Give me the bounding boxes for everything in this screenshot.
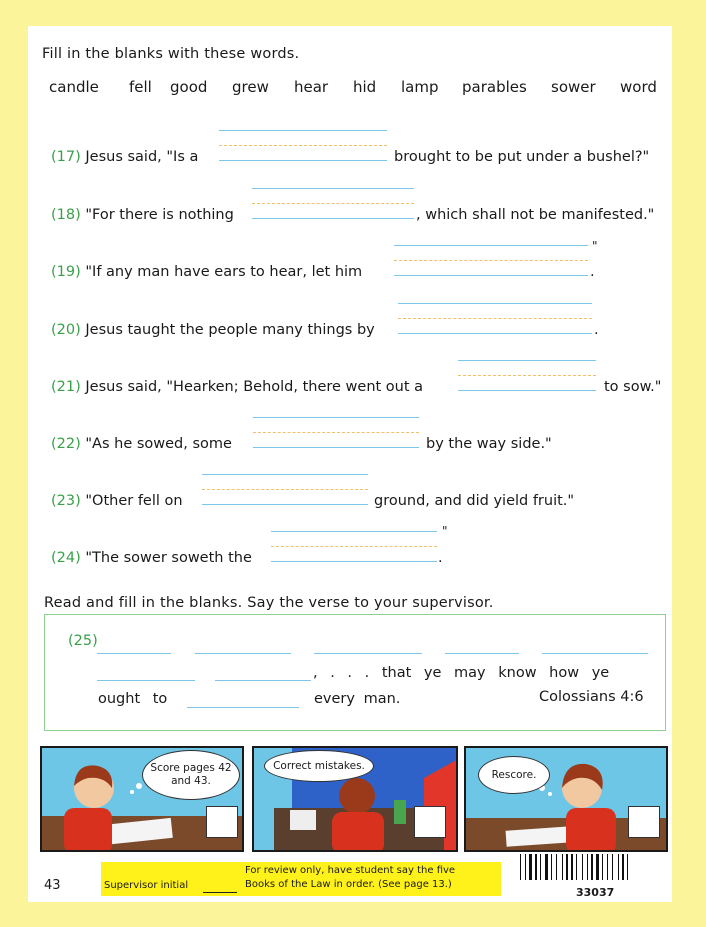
question-18	[51, 207, 234, 223]
word-bank-item: word	[620, 78, 657, 96]
verse-blank[interactable]	[187, 707, 299, 708]
verse-reference: Colossians 4:6	[539, 689, 644, 705]
comic-panel-rescore	[464, 746, 668, 852]
question-text: "As he sowed, some	[85, 436, 232, 452]
answer-blank-18[interactable]	[252, 188, 414, 220]
page-number: 43	[44, 878, 61, 893]
answer-blank-22[interactable]	[253, 417, 419, 449]
supervisor-bar	[101, 862, 501, 896]
question-23	[51, 493, 183, 509]
question-17-end: brought to be put under a bushel?"	[394, 149, 650, 165]
supervisor-initial-field[interactable]	[203, 892, 237, 893]
question-20	[51, 322, 375, 338]
question-text: "The sower soweth the	[85, 550, 252, 566]
question-22	[51, 436, 232, 452]
verse-blank[interactable]	[314, 653, 422, 654]
answer-blank-24[interactable]	[271, 531, 437, 563]
question-24-end: .	[438, 550, 443, 566]
question-22-end: by the way side."	[426, 436, 552, 452]
bubble-text: Score pages 42 and 43.	[150, 762, 232, 787]
answer-blank-21[interactable]	[458, 360, 596, 392]
question-19	[51, 264, 362, 280]
question-number: (24)	[51, 550, 81, 566]
question-number: (23)	[51, 493, 81, 509]
review-note-line: For review only, have student say the five	[245, 865, 456, 876]
scoring-comic	[40, 746, 668, 854]
question-number: (20)	[51, 322, 81, 338]
review-note-line: Books of the Law in order. (See page 13.)	[245, 879, 452, 890]
score-box[interactable]	[628, 806, 660, 838]
question-17	[51, 149, 198, 165]
review-note	[245, 864, 455, 892]
word-bank-item: lamp	[401, 78, 439, 96]
question-23-end: ground, and did yield fruit."	[374, 493, 575, 509]
workbook-page	[28, 26, 672, 902]
question-text: "Other fell on	[85, 493, 183, 509]
question-number: (18)	[51, 207, 81, 223]
bubble-text: Correct mistakes.	[273, 759, 365, 772]
verse-blank[interactable]	[97, 653, 171, 654]
question-21-end: to sow."	[604, 379, 662, 395]
question-text: "If any man have ears to hear, let him	[85, 264, 363, 280]
speech-bubble	[264, 750, 374, 782]
closing-quote-mark: "	[442, 524, 448, 538]
question-18-end: , which shall not be manifested."	[416, 207, 655, 223]
bubble-text: Rescore.	[491, 768, 537, 781]
word-bank-item: parables	[462, 78, 527, 96]
speech-bubble	[478, 756, 550, 794]
verse-blank[interactable]	[542, 653, 648, 654]
question-number: (22)	[51, 436, 81, 452]
word-bank-item: hear	[294, 78, 329, 96]
question-text: Jesus taught the people many things by	[85, 322, 375, 338]
verse-blank[interactable]	[97, 680, 195, 681]
barcode	[516, 854, 666, 888]
question-text: Jesus said, "Is a	[85, 149, 199, 165]
answer-blank-17[interactable]	[219, 130, 387, 162]
question-19-end: .	[590, 264, 595, 280]
question-21	[51, 379, 423, 395]
barcode-number: 33037	[576, 886, 615, 899]
question-number: (17)	[51, 149, 81, 165]
supervisor-label: Supervisor initial	[104, 880, 189, 891]
page-footer	[28, 858, 672, 902]
question-number: (25)	[68, 633, 98, 649]
word-bank-item: grew	[232, 78, 269, 96]
comic-panel-correct	[252, 746, 458, 852]
speech-bubble	[142, 750, 240, 800]
word-bank-item: sower	[551, 78, 596, 96]
answer-blank-23[interactable]	[202, 474, 368, 506]
word-bank-item: fell	[129, 78, 152, 96]
question-text: Jesus said, "Hearken; Behold, there went out a	[85, 379, 424, 395]
question-number: (21)	[51, 379, 81, 395]
verse-text: ought to	[98, 691, 168, 707]
instruction-verse: Read and fill in the blanks. Say the verse to your supervisor.	[44, 595, 494, 611]
closing-quote-mark: "	[592, 239, 598, 253]
word-bank-item: hid	[353, 78, 377, 96]
verse-blank[interactable]	[195, 653, 291, 654]
verse-text: every man.	[314, 691, 401, 707]
word-bank	[36, 74, 666, 100]
memory-verse-box	[44, 614, 666, 731]
verse-blank[interactable]	[445, 653, 519, 654]
score-box[interactable]	[206, 806, 238, 838]
question-number: (19)	[51, 264, 81, 280]
instruction-fill-blanks: Fill in the blanks with these words.	[42, 46, 300, 62]
comic-panel-score	[40, 746, 244, 852]
question-text: "For there is nothing	[85, 207, 234, 223]
score-box[interactable]	[414, 806, 446, 838]
verse-blank[interactable]	[215, 680, 311, 681]
answer-blank-19[interactable]	[394, 245, 588, 277]
verse-text: , . . . that ye may know how ye	[313, 665, 610, 681]
word-bank-item: candle	[49, 78, 99, 96]
question-20-end: .	[594, 322, 599, 338]
answer-blank-20[interactable]	[398, 303, 592, 335]
word-bank-item: good	[170, 78, 208, 96]
question-24	[51, 550, 252, 566]
